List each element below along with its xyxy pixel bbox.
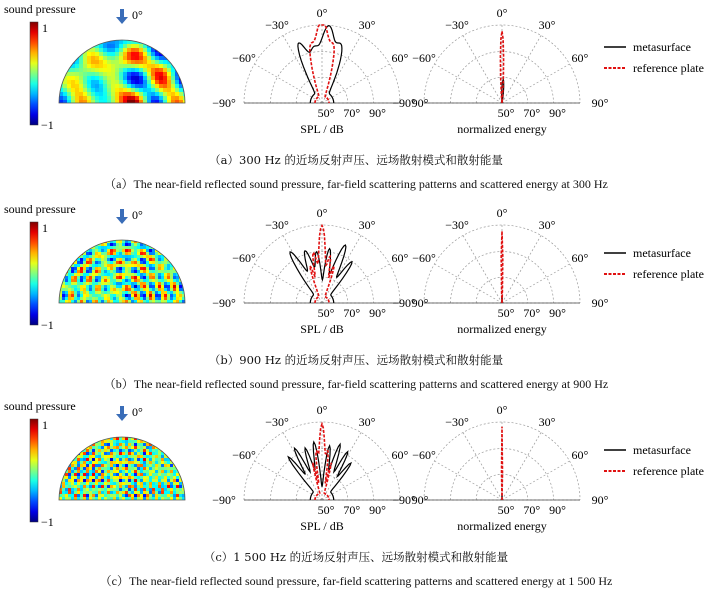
colorbar-label: sound pressure bbox=[4, 399, 76, 413]
energy-polar-plot bbox=[392, 6, 608, 136]
incidence-angle-label: 0° bbox=[132, 8, 143, 22]
caption-en-c: （c）The near-field reflected sound pressure, far-field scattering patterns and scattered energy at 1 500 Hz bbox=[99, 574, 613, 588]
incidence-arrow-icon bbox=[116, 406, 128, 421]
polar-angle-label: 60° bbox=[571, 51, 589, 65]
colorbar-max: 1 bbox=[42, 21, 48, 35]
polar-radial-tick: 90° bbox=[549, 306, 566, 320]
polar-radial-tick: 90° bbox=[369, 503, 386, 517]
polar-ring bbox=[244, 422, 400, 500]
polar-spoke bbox=[502, 264, 570, 303]
polar-spoke bbox=[463, 35, 502, 103]
polar-angle-label: 0° bbox=[316, 6, 328, 20]
near-field-map bbox=[59, 240, 186, 304]
colorbar bbox=[4, 399, 76, 529]
polar-angle-label: 60° bbox=[391, 51, 409, 65]
colorbar-scale bbox=[30, 22, 38, 125]
colorbar-label: sound pressure bbox=[4, 2, 76, 16]
spl-polar-plot bbox=[212, 206, 428, 336]
polar-angle-label: 90° bbox=[411, 296, 429, 310]
caption-cn-a: （a）300 Hz 的近场反射声压、远场散射模式和散射能量 bbox=[209, 153, 503, 167]
reference-curve bbox=[501, 231, 503, 303]
polar-axis-label: normalized energy bbox=[457, 122, 547, 136]
polar-angle-label: −60° bbox=[412, 251, 436, 265]
polar-angle-label: −30° bbox=[265, 415, 289, 430]
polar-axis-label: SPL / dB bbox=[300, 322, 344, 336]
polar-angle-label: −60° bbox=[232, 51, 256, 65]
polar-radial-tick: 50° bbox=[497, 503, 515, 517]
panel-a bbox=[0, 0, 712, 191]
polar-angle-label: 30° bbox=[538, 415, 556, 430]
polar-spoke bbox=[463, 235, 502, 303]
polar-radial-tick: 70° bbox=[523, 503, 541, 517]
caption-en-a: （a）The near-field reflected sound pressure, far-field scattering patterns and scattered energy at 300 Hz bbox=[104, 177, 608, 191]
figure-row-a bbox=[0, 0, 712, 150]
colorbar-label: sound pressure bbox=[4, 202, 76, 216]
incidence-angle-label: 0° bbox=[132, 405, 143, 419]
polar-angle-label: 90° bbox=[411, 96, 429, 110]
near-field-map bbox=[59, 437, 186, 501]
polar-spoke bbox=[502, 235, 541, 303]
polar-angle-label: −90° bbox=[392, 96, 416, 110]
polar-radial-tick: 70° bbox=[343, 106, 361, 120]
polar-spoke bbox=[463, 432, 502, 500]
polar-angle-label: 60° bbox=[391, 448, 409, 462]
caption-cn-c: （c）1 500 Hz 的近场反射声压、远场散射模式和散射能量 bbox=[203, 550, 509, 564]
legend-label-metasurface: metasurface bbox=[633, 443, 691, 457]
polar-radial-tick: 70° bbox=[523, 306, 541, 320]
polar-angle-label: −30° bbox=[445, 18, 469, 33]
colorbar bbox=[4, 2, 76, 132]
legend bbox=[604, 246, 704, 281]
spl-polar-plot bbox=[212, 6, 428, 136]
incidence-arrow-icon bbox=[116, 209, 128, 224]
polar-spoke bbox=[434, 64, 502, 103]
polar-axis-label: normalized energy bbox=[457, 322, 547, 336]
polar-radial-tick: 90° bbox=[369, 106, 386, 120]
metasurface-curve bbox=[298, 26, 342, 103]
polar-angle-label: 0° bbox=[496, 206, 508, 220]
polar-angle-label: 90° bbox=[591, 296, 609, 310]
polar-angle-label: −60° bbox=[412, 448, 436, 462]
polar-angle-label: 60° bbox=[571, 251, 589, 265]
colorbar-scale bbox=[30, 222, 38, 325]
colorbar-scale bbox=[30, 419, 38, 522]
polar-angle-label: 0° bbox=[496, 403, 508, 417]
panel-c bbox=[0, 397, 712, 588]
legend-label-reference: reference plate bbox=[633, 61, 704, 75]
legend-label-reference: reference plate bbox=[633, 464, 704, 478]
polar-angle-label: −90° bbox=[212, 493, 236, 507]
polar-ring bbox=[244, 225, 400, 303]
colorbar-min: −1 bbox=[41, 318, 54, 332]
colorbar-max: 1 bbox=[42, 221, 48, 235]
polar-spoke bbox=[434, 461, 502, 500]
polar-axis-label: normalized energy bbox=[457, 519, 547, 533]
energy-polar-plot bbox=[392, 403, 608, 533]
polar-angle-label: −60° bbox=[412, 51, 436, 65]
legend bbox=[604, 40, 704, 75]
polar-radial-tick: 90° bbox=[369, 306, 386, 320]
polar-radial-tick: 70° bbox=[343, 503, 361, 517]
polar-angle-label: −90° bbox=[212, 296, 236, 310]
legend bbox=[604, 443, 704, 478]
polar-spoke bbox=[502, 461, 570, 500]
polar-spoke bbox=[502, 432, 541, 500]
polar-spoke bbox=[283, 235, 322, 303]
near-field-map bbox=[59, 40, 188, 105]
polar-angle-label: 30° bbox=[538, 218, 556, 233]
energy-polar-plot bbox=[392, 206, 608, 336]
polar-angle-label: 0° bbox=[316, 403, 328, 417]
caption-cn-b: （b）900 Hz 的近场反射声压、远场散射模式和散射能量 bbox=[208, 353, 504, 367]
incidence-arrow-icon bbox=[116, 9, 128, 24]
panel-b bbox=[0, 200, 712, 391]
polar-angle-label: 60° bbox=[571, 448, 589, 462]
colorbar bbox=[4, 202, 76, 332]
polar-radial-tick: 70° bbox=[523, 106, 541, 120]
polar-angle-label: −60° bbox=[232, 448, 256, 462]
legend-label-metasurface: metasurface bbox=[633, 40, 691, 54]
polar-angle-label: 30° bbox=[358, 218, 376, 233]
polar-radial-tick: 50° bbox=[317, 503, 335, 517]
metasurface-curve bbox=[290, 245, 352, 303]
polar-radial-tick: 70° bbox=[343, 306, 361, 320]
polar-angle-label: −30° bbox=[265, 18, 289, 33]
polar-angle-label: −30° bbox=[445, 415, 469, 430]
polar-radial-tick: 50° bbox=[497, 306, 515, 320]
legend-label-reference: reference plate bbox=[633, 267, 704, 281]
figure-row-c bbox=[0, 397, 712, 547]
spl-polar-plot bbox=[212, 403, 428, 533]
polar-angle-label: −60° bbox=[232, 251, 256, 265]
caption-en-b: （b）The near-field reflected sound pressure, far-field scattering patterns and scattered energy at 900 Hz bbox=[103, 377, 609, 391]
colorbar-max: 1 bbox=[42, 418, 48, 432]
polar-radial-tick: 90° bbox=[549, 106, 566, 120]
polar-spoke bbox=[434, 264, 502, 303]
incidence-angle-label: 0° bbox=[132, 208, 143, 222]
polar-axis-label: SPL / dB bbox=[300, 122, 344, 136]
polar-angle-label: 90° bbox=[591, 96, 609, 110]
polar-radial-tick: 50° bbox=[317, 106, 335, 120]
polar-angle-label: 60° bbox=[391, 251, 409, 265]
polar-angle-label: 0° bbox=[316, 206, 328, 220]
polar-angle-label: 90° bbox=[591, 493, 609, 507]
polar-angle-label: −90° bbox=[392, 493, 416, 507]
polar-axis-label: SPL / dB bbox=[300, 519, 344, 533]
polar-radial-tick: 90° bbox=[549, 503, 566, 517]
polar-angle-label: −30° bbox=[445, 218, 469, 233]
polar-angle-label: 90° bbox=[411, 493, 429, 507]
polar-radial-tick: 50° bbox=[317, 306, 335, 320]
colorbar-min: −1 bbox=[41, 118, 54, 132]
polar-angle-label: 0° bbox=[496, 6, 508, 20]
figure-row-b bbox=[0, 200, 712, 350]
legend-label-metasurface: metasurface bbox=[633, 246, 691, 260]
polar-angle-label: −90° bbox=[212, 96, 236, 110]
colorbar-min: −1 bbox=[41, 515, 54, 529]
polar-angle-label: −90° bbox=[392, 296, 416, 310]
reference-curve bbox=[502, 427, 503, 500]
polar-spoke bbox=[502, 35, 541, 103]
polar-spoke bbox=[502, 64, 570, 103]
polar-spoke bbox=[322, 235, 361, 303]
polar-angle-label: −30° bbox=[265, 218, 289, 233]
polar-radial-tick: 50° bbox=[497, 106, 515, 120]
polar-angle-label: 30° bbox=[358, 415, 376, 430]
polar-angle-label: 30° bbox=[358, 18, 376, 33]
polar-angle-label: 30° bbox=[538, 18, 556, 33]
